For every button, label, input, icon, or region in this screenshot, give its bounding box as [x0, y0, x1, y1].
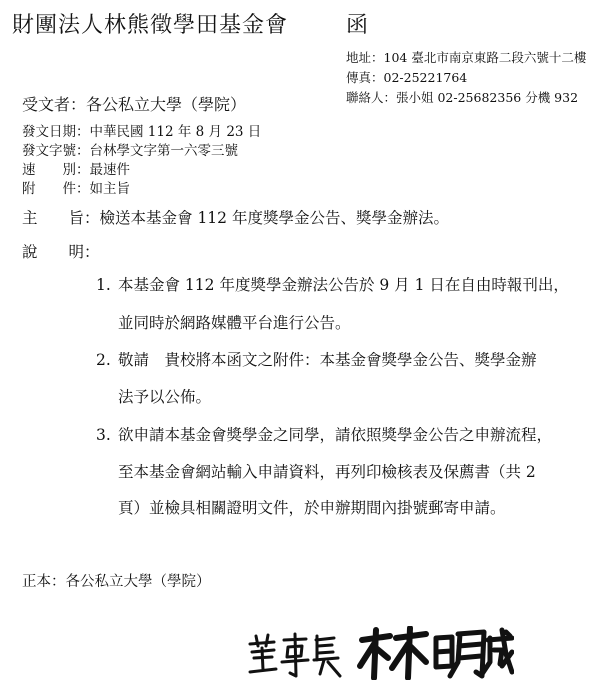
explanation-item-3 — [96, 423, 552, 445]
contact-person: 聯絡人：張小姐 02-25682356 分機 932 — [346, 90, 579, 105]
chairman-signature — [244, 626, 514, 684]
explanation-item-3-cont: 至本基金會網站輸入申請資料，再列印檢核表及保薦書（共 2 — [118, 463, 536, 481]
signature-image — [244, 626, 514, 680]
speed-row — [22, 158, 130, 178]
subject-row — [22, 206, 449, 228]
explanation-item-2 — [96, 348, 537, 370]
recipient: 受文者：各公私立大學（學院） — [22, 95, 247, 114]
doc-number-row — [22, 139, 238, 159]
document-type: 函 — [346, 13, 369, 38]
doc-number-label: 發文字號： — [22, 143, 90, 159]
issue-date-label: 發文日期： — [22, 124, 90, 140]
doc-number-value: 台林學文字第一六零三號 — [89, 143, 238, 159]
item-number: 3. — [96, 426, 111, 444]
item-text: 本基金會 112 年度獎學金辦法公告於 9 月 1 日在自由時報刊出， — [118, 276, 569, 294]
address: 地址：104 臺北市南京東路二段六號十二樓 — [346, 50, 587, 65]
organization-name: 財團法人林熊徵學田基金會 — [12, 13, 289, 38]
explanation-item-2-cont: 法予以公佈。 — [118, 388, 212, 406]
issue-date-row — [22, 120, 261, 140]
explanation-item-3-cont2: 頁）並檢具相關證明文件，於申辦期間內掛號郵寄申請。 — [118, 499, 506, 517]
explanation-label: 說 明： — [22, 243, 100, 261]
subject-text: 檢送本基金會 112 年度獎學金公告、獎學金辦法。 — [99, 209, 449, 227]
attachment-label: 附 件： — [22, 181, 90, 197]
fax: 傳真：02-25221764 — [346, 70, 468, 85]
item-text: 欲申請本基金會獎學金之同學，請依照獎學金公告之申辦流程， — [118, 426, 553, 444]
speed-value: 最速件 — [89, 162, 130, 178]
explanation-item-1 — [96, 273, 569, 295]
carbon-copy: 正本：各公私立大學（學院） — [22, 574, 211, 590]
speed-label: 速 別： — [22, 162, 90, 178]
item-number: 2. — [96, 351, 111, 369]
attachment-row — [22, 177, 130, 197]
issue-date-value: 中華民國 112 年 8 月 23 日 — [89, 124, 262, 140]
explanation-item-1-cont: 並同時於網路媒體平台進行公告。 — [118, 314, 351, 332]
attachment-value: 如主旨 — [89, 181, 130, 197]
item-number: 1. — [96, 276, 111, 294]
subject-label: 主 旨： — [22, 209, 100, 227]
item-text: 敬請 貴校將本函文之附件：本基金會獎學金公告、獎學金辦 — [118, 351, 537, 369]
